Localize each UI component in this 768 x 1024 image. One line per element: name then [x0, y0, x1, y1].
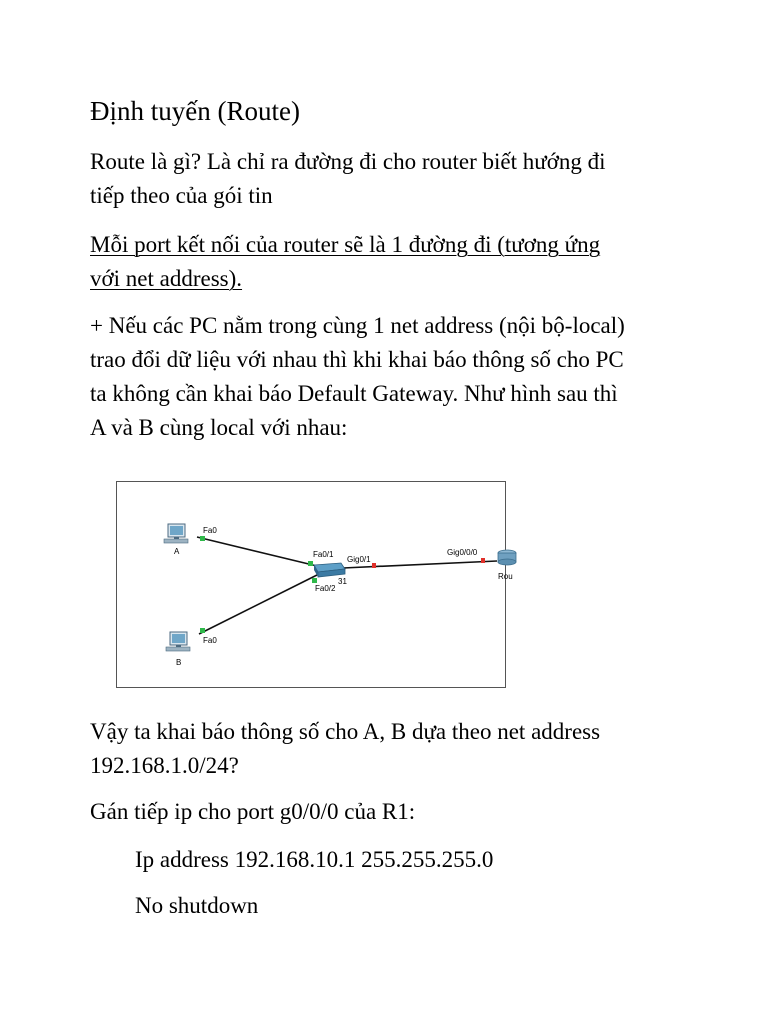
port-route-paragraph — [90, 228, 690, 296]
link-up-light — [308, 561, 313, 566]
cable-a-switch — [197, 537, 317, 566]
port-label: Fa0 — [203, 636, 217, 645]
command-line: Ip address 192.168.10.1 255.255.255.0 — [135, 847, 494, 872]
paragraph-line: Route là gì? Là chỉ ra đường đi cho router biết hướng đi — [90, 149, 606, 174]
pc-b-label: B — [176, 658, 182, 667]
paragraph-line: 192.168.1.0/24? — [90, 753, 239, 778]
link-up-light — [200, 628, 205, 633]
paragraph-line: Mỗi port kết nối của router sẽ là 1 đường đi (tương ứng — [90, 232, 601, 257]
topology-diagram — [117, 482, 513, 689]
router-icon[interactable] — [498, 550, 516, 565]
switch-icon[interactable] — [314, 563, 345, 577]
pc-icon[interactable] — [166, 632, 190, 651]
pc-a-label: A — [174, 547, 180, 556]
port-label: Fa0 — [203, 526, 217, 535]
route-definition-paragraph — [90, 145, 690, 213]
paragraph-line: tiếp theo của gói tin — [90, 183, 273, 208]
network-topology-figure — [116, 481, 513, 688]
paragraph-line: Vậy ta khai báo thông số cho A, B dựa theo net address — [90, 719, 601, 744]
port-label: Gig0/1 — [347, 555, 371, 564]
link-up-light — [312, 578, 317, 583]
link-up-light — [200, 536, 205, 541]
link-down-light — [481, 558, 485, 563]
paragraph-line: trao đổi dữ liệu với nhau thì khi khai báo thông số cho PC — [90, 347, 624, 372]
router-name-label: Rou — [498, 572, 513, 581]
cable-b-switch — [199, 574, 319, 634]
address-question-paragraph — [90, 715, 690, 783]
local-network-paragraph — [90, 309, 690, 445]
paragraph-line: với net address). — [90, 266, 243, 291]
command-line: No shutdown — [135, 893, 259, 918]
pc-icon[interactable] — [164, 524, 188, 543]
assign-ip-paragraph — [90, 795, 690, 829]
port-label: Fa0/2 — [315, 584, 336, 593]
switch-name-label: 31 — [338, 577, 347, 586]
paragraph-line: ta không cần khai báo Default Gateway. Như hình sau thì — [90, 381, 618, 406]
port-label: Fa0/1 — [313, 550, 334, 559]
paragraph-line: A và B cùng local với nhau: — [90, 415, 348, 440]
page-title: Định tuyến (Route) — [90, 96, 300, 126]
paragraph-line: + Nếu các PC nằm trong cùng 1 net address (nội bộ-local) — [90, 313, 625, 338]
paragraph-line: Gán tiếp ip cho port g0/0/0 của R1: — [90, 799, 416, 824]
port-label: Gig0/0/0 — [447, 548, 478, 557]
link-down-light — [372, 563, 376, 568]
